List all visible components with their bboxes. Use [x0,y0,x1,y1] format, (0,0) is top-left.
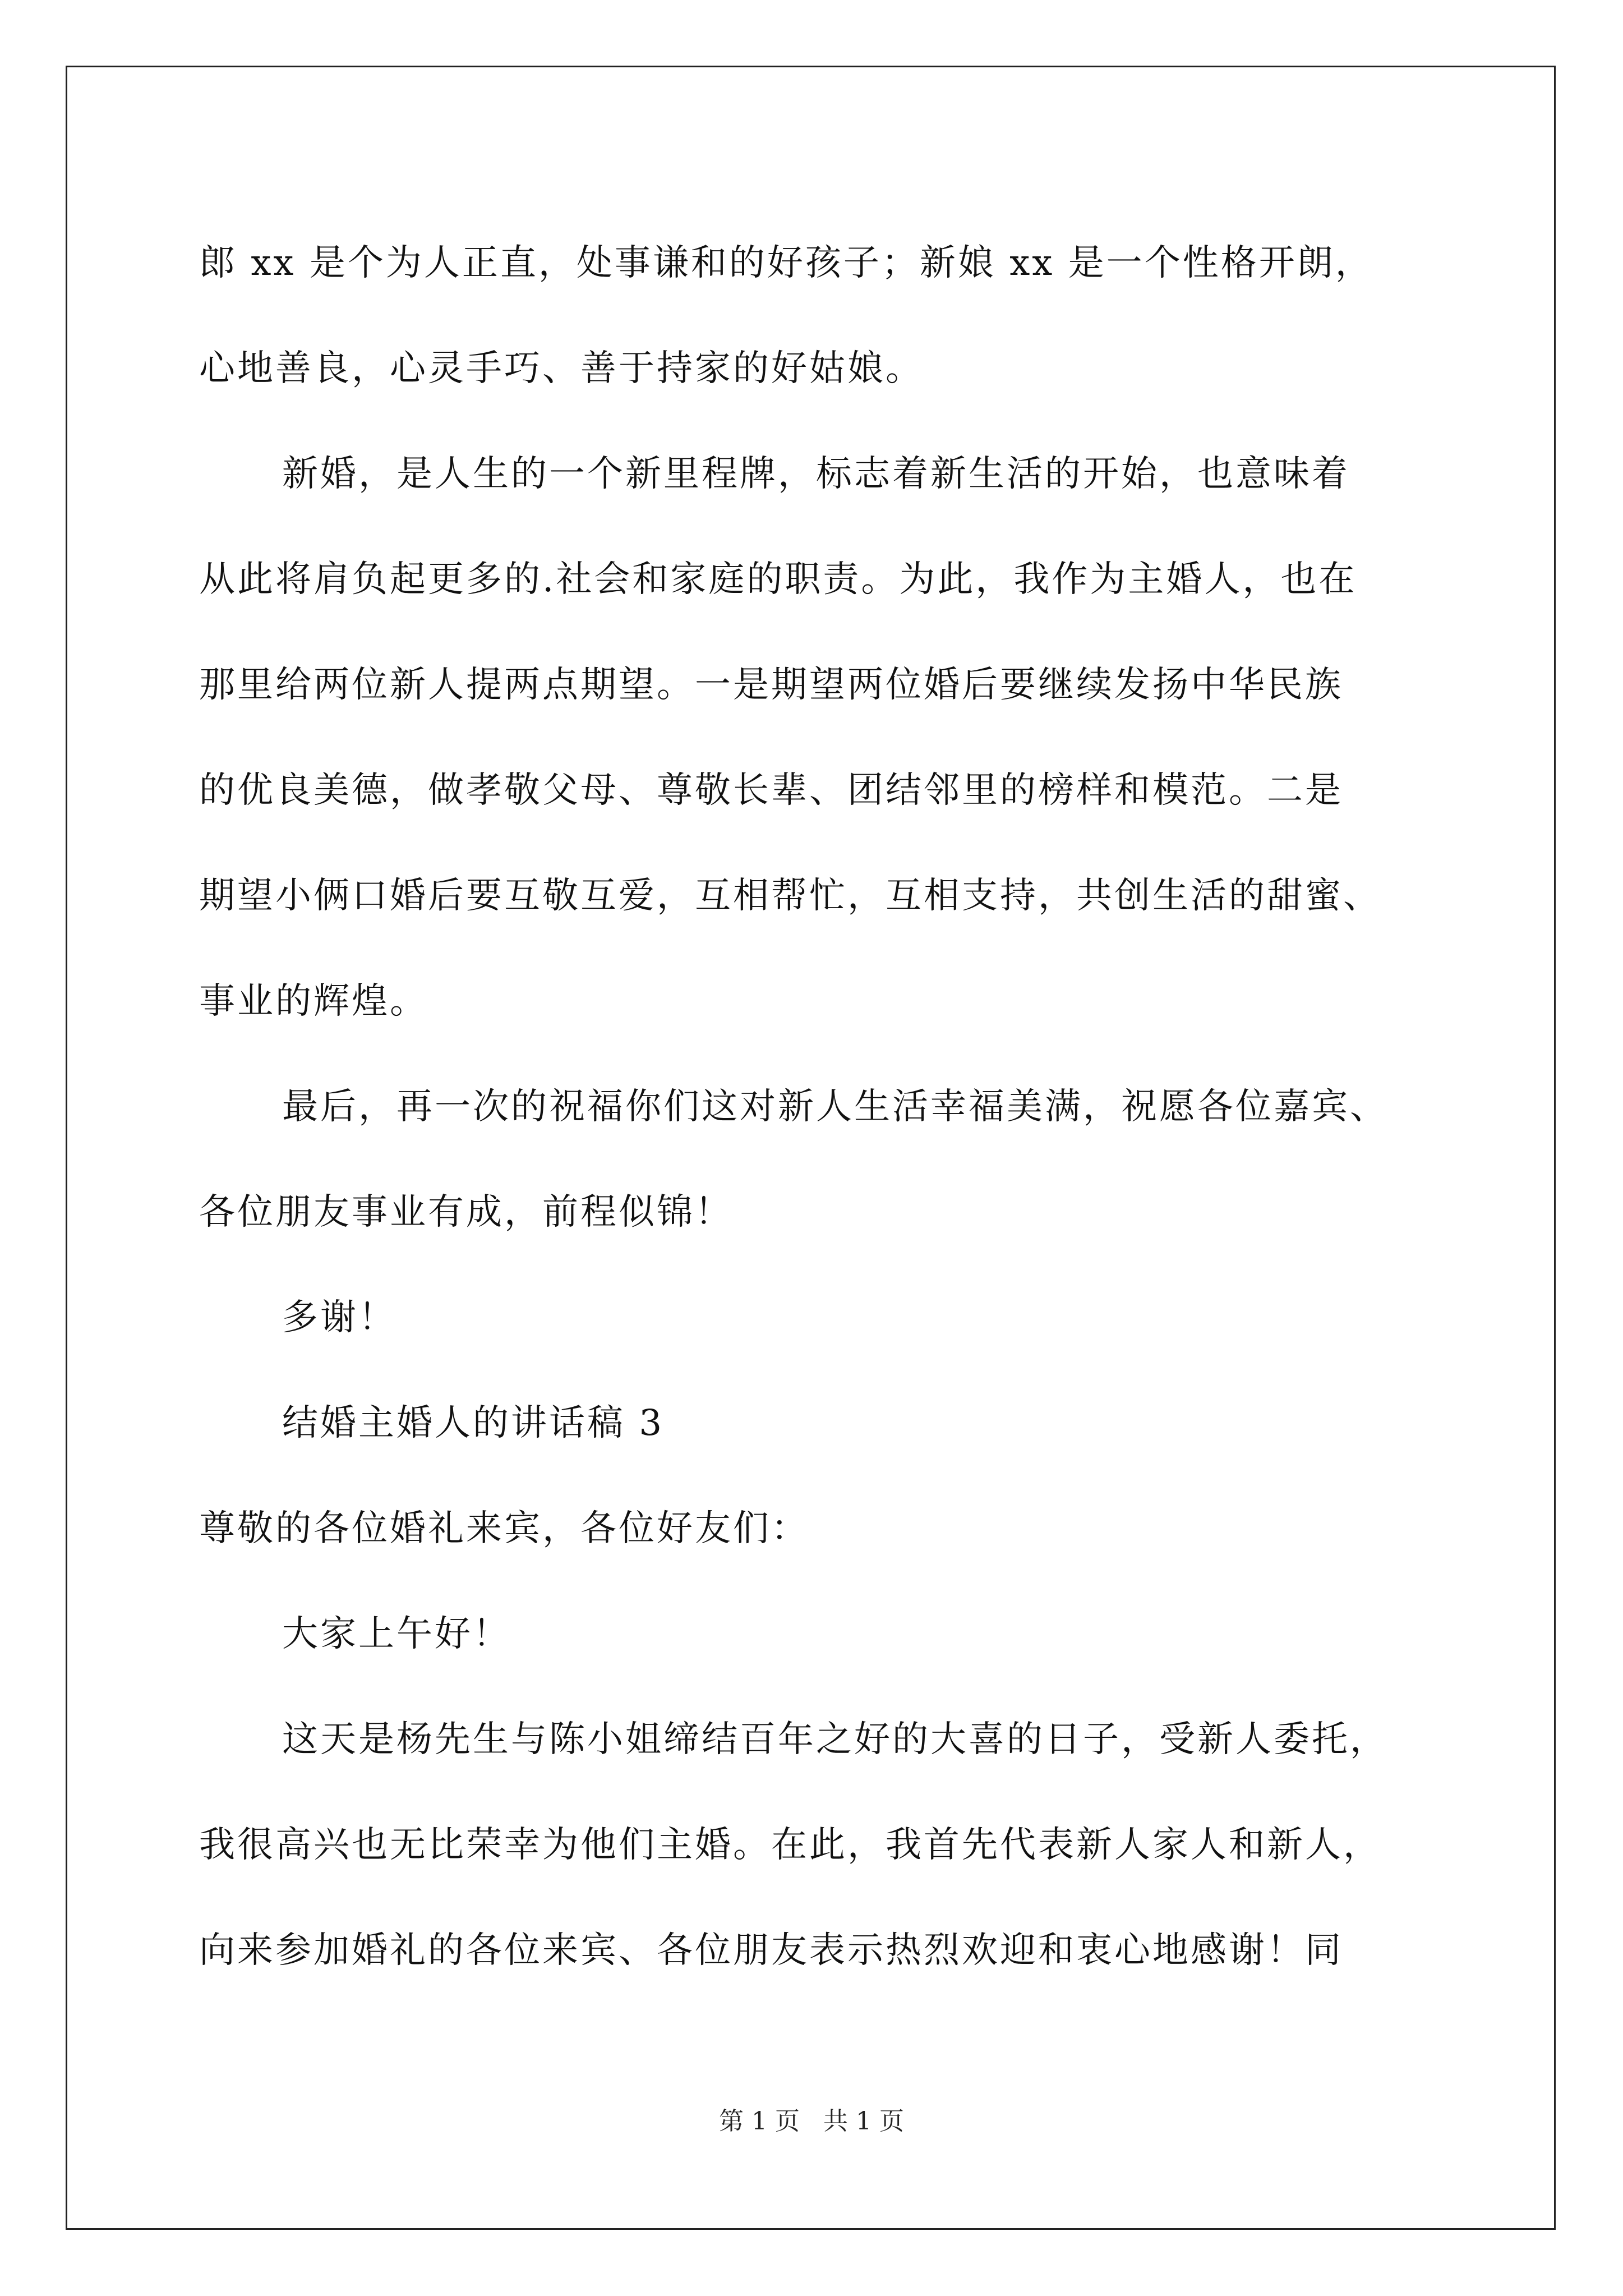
text-line: 各位朋友事业有成，前程似锦！ [199,1191,733,1233]
text-line: 这天是杨先生与陈小姐缔结百年之好的大喜的日子，受新人委托， [282,1719,1388,1760]
greeting: 大家上午好！ [282,1613,511,1655]
text-line: 我很高兴也无比荣幸为他们主婚。在此，我首先代表新人家人和新人， [199,1824,1381,1866]
text-line: 最后，再一次的祝福你们这对新人生活幸福美满，祝愿各位嘉宾、 [282,1086,1388,1128]
text-line: 郎 xx 是个为人正直，处事谦和的好孩子；新娘 xx 是一个性格开朗， [199,242,1373,284]
text-line: 新婚，是人生的一个新里程牌，标志着新生活的开始，也意味着 [282,453,1350,495]
text-line: 的优良美德，做孝敬父母、尊敬长辈、团结邻里的榜样和模范。二是 [199,770,1343,811]
page-footer: 第 1 页 共 1 页 [719,2107,904,2136]
text-line: 心地善良，心灵手巧、善于持家的好姑娘。 [199,348,924,389]
text-line: 期望小俩口婚后要互敬互爱，互相帮忙，互相支持，共创生活的甜蜜、 [199,875,1381,917]
salutation: 尊敬的各位婚礼来宾，各位好友们： [199,1508,809,1549]
section-heading: 结婚主婚人的讲话稿 3 [282,1402,665,1444]
text-line: 多谢！ [282,1297,396,1338]
text-line: 那里给两位新人提两点期望。一是期望两位婚后要继续发扬中华民族 [199,664,1343,706]
text-line: 事业的辉煌。 [199,981,428,1022]
text-line: 从此将肩负起更多的.社会和家庭的职责。为此，我作为主婚人，也在 [199,559,1357,600]
document-body [199,210,1450,2003]
text-line: 向来参加婚礼的各位来宾、各位朋友表示热烈欢迎和衷心地感谢！同 [199,1930,1343,1971]
